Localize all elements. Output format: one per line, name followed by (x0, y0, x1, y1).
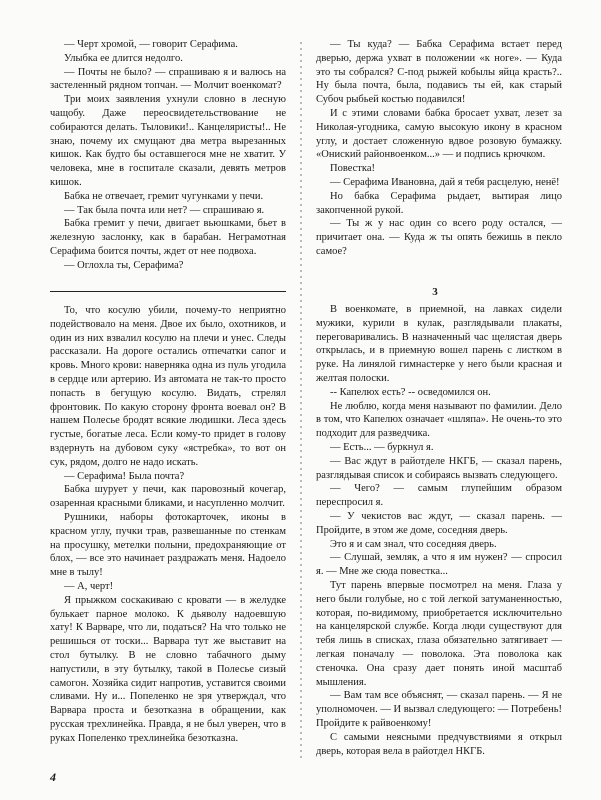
paragraph: Тут парень впервые посмотрел на меня. Глаза у него были голубые, но с той легкой затуманенностью, которая, по-видимому, приобретается исключительно на канцелярской службе. Когда люди существуют для тебя лишь в списках, глаза обязательно затягивает — легкая поначалу — поволока. Эта поволока как стеночка. Она сразу дает понять иной масштаб мышления. (316, 579, 562, 688)
paragraph: — Чего? — самым глупейшим образом переспросил я. (316, 483, 562, 509)
paragraph: С самыми неясными предчувствиями я открыл дверь, которая вела в райотдел НКГБ. (316, 731, 562, 757)
paragraph: В военкомате, в приемной, на лавках сидели мужики, курили в кулак, разглядывали плакаты, переговаривались. В назначенный час щелястая дверь открылась, и в приемную вошел парень с листком в руке. На линялой гимнастерке у него были красная и желтая полоски. (316, 304, 562, 384)
paragraph: Улыбка ее длится недолго. (64, 52, 183, 64)
paragraph: Бабка шурует у печи, как паровозный кочегар, озаренная красными бликами, и насупленно молчит. (50, 484, 286, 510)
paragraph: — Так была почта или нет? — спрашиваю я. (64, 204, 265, 216)
paragraph: И с этими словами бабка бросает ухват, лезет за Николая-угодника, самую высокую икону в красном углу, и достает сложенную вдвое розовую бумажку. «Ониский районвоенком...» — и подпись крючком. (316, 107, 562, 161)
left-section-divider (50, 291, 286, 292)
paragraph: — Серафима Ивановна, дай я тебя расцелую, ненё! (330, 176, 560, 188)
paragraph: — Слушай, земляк, а что я им нужен? — спросил я. — Мне же сюда повестка... (316, 552, 562, 578)
page-number: 4 (50, 770, 56, 784)
paragraph: — Почты не было? — спрашиваю я и валюсь на застеленный рядном топчан. — Молчит военкомат? (50, 66, 286, 92)
paragraph: — У чекистов вас ждут, — сказал парень. — Пройдите, в этом же доме, соседняя дверь. (316, 510, 562, 536)
right-column-bottom (316, 303, 562, 758)
paragraph: — Оглохла ты, Серафима? (64, 259, 184, 271)
paragraph: Бабка гремит у печи, двигает вьюшками, бьет в железную заслонку, как в барабан. Неграмотная Серафима боится почты, ждет от нее подвоха. (50, 218, 286, 257)
left-column-bottom (50, 304, 286, 746)
paragraph: Бабка не отвечает, гремит чугунками у печи. (64, 190, 264, 202)
paragraph: -- Капелюх есть? -- осведомился он. (330, 386, 491, 398)
paragraph: Но бабка Серафима рыдает, вытирая лицо закопченной рукой. (316, 190, 562, 216)
paragraph: Это я и сам знал, что соседняя дверь. (330, 538, 497, 550)
paragraph: Повестка! (330, 163, 375, 175)
paragraph: Я прыжком соскакиваю с кровати — в желудке булькает парное молоко. К дьяволу надоевшую хату! К Варваре, что ли, податься? На что только не решишься от тоски... Варвара тут же выставит на стол бутылку. В не словно табачного дыму напустили, в эту бутылку, такой в Полесье сизый самогон. Хозяйка сидит напротив, уставится своими сливами. Ну и... Попеленко не зря утверждал, что Варвара проста и безотказна в обращении, как русская трехлинейка. Правда, я не был уверен, что в руках Попеленко трехлинейка безотказна. (50, 594, 286, 744)
paragraph: — Ты ж у нас один со всего роду остался, — причитает она. — Куда ж ты опять бежишь в пекло самое? (316, 218, 562, 257)
paragraph: — Вас ждут в райотделе НКГБ, — сказал парень, разглядывая список и собираясь вызвать следующего. (316, 455, 562, 481)
paragraph: — Серафима! Была почта? (64, 470, 185, 482)
paragraph: — Есть... — буркнул я. (330, 441, 434, 453)
column-separator (300, 42, 302, 762)
paragraph: — Черт хромой, — говорит Серафима. (64, 39, 238, 50)
left-column-top (50, 38, 286, 273)
paragraph: Рушники, наборы фотокарточек, иконы в красном углу, пучки трав, развешанные по стенкам на просушку, метелки полыни, предохраняющие от блох, — все это начинает раздражать меня. Надоело мне в тылу! (50, 511, 286, 579)
paragraph: — Ты куда? — Бабка Серафима встает перед дверью, держа ухват в положении «к ноге». — Куда это ты собрался? С-под рыжей кобылы яйца красть?.. Ну была почта, была, подавись ты ей, как старый Субоч рыбьей костью подавился! (316, 39, 562, 106)
paragraph: То, что косулю убили, почему-то неприятно подействовало на меня. Двое их было, охотников, и один из них взвалил косулю на плечи и унес. Следы рассказали. На дороге остались отпечатки сапог и кровь. Много крови: наверняка одна из пуль угодила в сердце или артерию. Из автомата не так-то просто попасть в бегущую косулю. Видать, стрелял фронтовик. По какую сторону фронта воевал он? В нашем Полесье бродят всякие людишки. Леса здесь густые, богатые леса. Если кому-то придет в голову вздернуть на дубовом суку «ястребка», то вот он сук, рядом, долго не надо искать. (50, 305, 286, 468)
paragraph: — А, черт! (64, 580, 114, 592)
paragraph: Не люблю, когда меня называют по фамилии. Дело в том, что Капелюх означает «шляпа». Не очень-то это подходит для разведчика. (316, 400, 562, 440)
paragraph: — Вам там все объяснят, — сказал парень. — Я не уполномочен. — И вызвал следующего: — Потребень! Пройдите к райвоенкому! (316, 690, 562, 729)
right-column-top (316, 38, 562, 259)
paragraph: Три моих заявления ухнули словно в лесную чащобу. Даже переосвидетельствование не собираются делать. Тыловики!.. Канцеляристы!.. Не знаю, почему их смущают два метра вырезанных кишок. Как будто бы оставшегося мне не хватит. У человека, мне в госпитале сказали, девять метров кишок. (50, 94, 286, 188)
section-number: 3 (432, 286, 438, 298)
